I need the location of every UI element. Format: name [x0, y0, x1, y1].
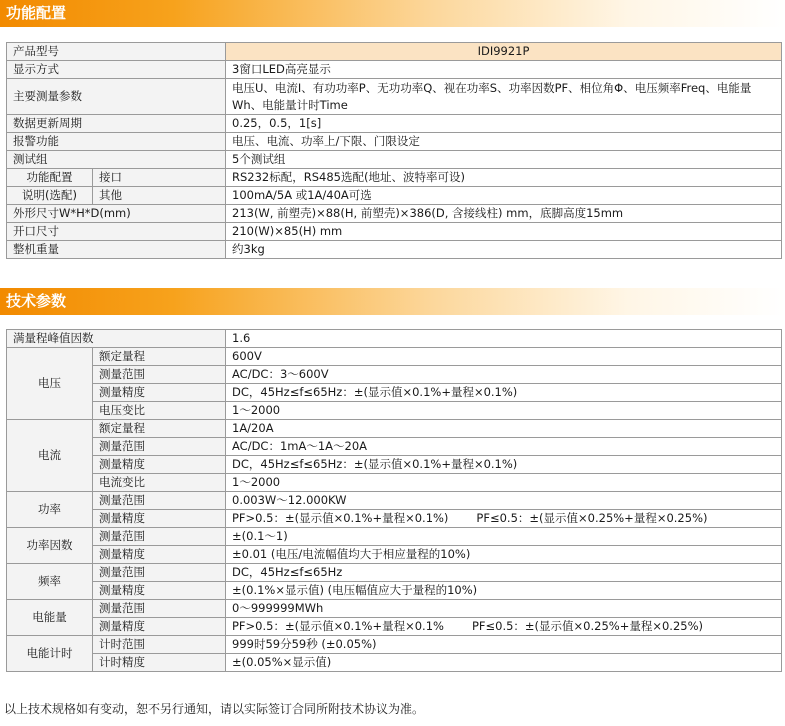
table-row	[7, 187, 782, 205]
config-label-2: 说明(选配)	[7, 187, 93, 205]
current-accuracy-name: 测量精度	[93, 456, 226, 474]
table-row	[7, 546, 782, 564]
freq-accuracy-value: ±(0.1%×显示值) (电压幅值应大于量程的10%)	[226, 582, 782, 600]
function-config-table	[6, 42, 782, 259]
crest-label: 满量程峰值因数	[7, 330, 226, 348]
current-accuracy-value: DC，45Hz≤f≤65Hz：±(显示值×0.1%+量程×0.1%)	[226, 456, 782, 474]
interface-value: RS232标配，RS485选配(地址、波特率可设)	[226, 169, 782, 187]
energy-label: 电能量	[7, 600, 93, 636]
table-row	[7, 420, 782, 438]
energy-range-name: 测量范围	[93, 600, 226, 618]
weight-value: 约3kg	[226, 241, 782, 259]
current-rated-value: 1A/20A	[226, 420, 782, 438]
voltage-rated-name: 额定量程	[93, 348, 226, 366]
pf-range-value: ±(0.1～1)	[226, 528, 782, 546]
current-label: 电流	[7, 420, 93, 492]
table-row	[7, 636, 782, 654]
alarm-label: 报警功能	[7, 133, 226, 151]
freq-range-value: DC，45Hz≤f≤65Hz	[226, 564, 782, 582]
refresh-value: 0.25，0.5，1[s]	[226, 115, 782, 133]
section-title-function: 功能配置	[6, 4, 67, 22]
freq-label: 频率	[7, 564, 93, 600]
table-row	[7, 43, 782, 61]
current-range-value: AC/DC：1mA～1A～20A	[226, 438, 782, 456]
testgroup-label: 测试组	[7, 151, 226, 169]
energy-accuracy-pf-low: PF≤0.5：±(显示值×0.25%+量程×0.25%)	[471, 619, 703, 633]
voltage-ratio-name: 电压变比	[93, 402, 226, 420]
params-label: 主要测量参数	[7, 79, 226, 115]
dims-label: 外形尺寸W*H*D(mm)	[7, 205, 226, 223]
freq-range-name: 测量范围	[93, 564, 226, 582]
opening-label: 开口尺寸	[7, 223, 226, 241]
table-row	[7, 438, 782, 456]
table-row	[7, 456, 782, 474]
pf-accuracy-value: ±0.01 (电压/电流幅值均大于相应量程的10%)	[226, 546, 782, 564]
params-value: 电压U、电流I、有功功率P、无功功率Q、视在功率S、功率因数PF、相位角Φ、电压频率Freq、电能量Wh、电能量计时Time	[226, 79, 782, 115]
voltage-range-name: 测量范围	[93, 366, 226, 384]
tech-spec-table	[6, 329, 782, 672]
energy-accuracy-name: 测量精度	[93, 618, 226, 636]
table-row	[7, 115, 782, 133]
power-label: 功率	[7, 492, 93, 528]
footnote: 以上技术规格如有变动，恕不另行通知，请以实际签订合同所附技术协议为准。	[4, 702, 425, 716]
table-row	[7, 600, 782, 618]
section-header-tech	[0, 288, 785, 315]
power-range-value: 0.003W～12.000KW	[226, 492, 782, 510]
power-accuracy-pf-high: PF>0.5：±(显示值×0.1%+量程×0.1%)	[232, 511, 449, 525]
timer-accuracy-name: 计时精度	[93, 654, 226, 672]
table-row	[7, 528, 782, 546]
table-row	[7, 582, 782, 600]
refresh-label: 数据更新周期	[7, 115, 226, 133]
energy-accuracy-pf-high: PF>0.5：±(显示值×0.1%+量程×0.1%	[232, 619, 444, 633]
timer-range-name: 计时范围	[93, 636, 226, 654]
opening-value: 210(W)×85(H) mm	[226, 223, 782, 241]
table-row	[7, 564, 782, 582]
table-row	[7, 205, 782, 223]
display-value: 3窗口LED高亮显示	[226, 61, 782, 79]
voltage-accuracy-value: DC，45Hz≤f≤65Hz：±(显示值×0.1%+量程×0.1%)	[226, 384, 782, 402]
table-row	[7, 223, 782, 241]
dims-value: 213(W, 前塑壳)×88(H, 前塑壳)×386(D, 含接线柱) mm，底脚高度15mm	[226, 205, 782, 223]
freq-accuracy-name: 测量精度	[93, 582, 226, 600]
table-row	[7, 366, 782, 384]
voltage-label: 电压	[7, 348, 93, 420]
table-row	[7, 618, 782, 636]
pf-range-name: 测量范围	[93, 528, 226, 546]
table-row	[7, 151, 782, 169]
table-row	[7, 330, 782, 348]
other-value: 100mA/5A 或1A/40A可选	[226, 187, 782, 205]
voltage-range-value: AC/DC：3～600V	[226, 366, 782, 384]
weight-label: 整机重量	[7, 241, 226, 259]
table-row	[7, 492, 782, 510]
table-row	[7, 654, 782, 672]
table-row	[7, 169, 782, 187]
current-ratio-name: 电流变比	[93, 474, 226, 492]
model-label: 产品型号	[7, 43, 226, 61]
current-rated-name: 额定量程	[93, 420, 226, 438]
table-row	[7, 241, 782, 259]
table-row	[7, 348, 782, 366]
power-range-name: 测量范围	[93, 492, 226, 510]
timer-range-value: 999时59分59秒 (±0.05%)	[226, 636, 782, 654]
table-row	[7, 133, 782, 151]
power-accuracy-value	[226, 510, 782, 528]
pf-accuracy-name: 测量精度	[93, 546, 226, 564]
table-row	[7, 510, 782, 528]
energy-accuracy-value	[226, 618, 782, 636]
current-ratio-value: 1～2000	[226, 474, 782, 492]
testgroup-value: 5个测试组	[226, 151, 782, 169]
other-label: 其他	[93, 187, 226, 205]
power-accuracy-name: 测量精度	[93, 510, 226, 528]
table-row	[7, 384, 782, 402]
table-row	[7, 79, 782, 115]
display-label: 显示方式	[7, 61, 226, 79]
voltage-accuracy-name: 测量精度	[93, 384, 226, 402]
crest-value: 1.6	[226, 330, 782, 348]
table-row	[7, 402, 782, 420]
model-value: IDI9921P	[226, 43, 782, 61]
config-label-1: 功能配置	[7, 169, 93, 187]
power-accuracy-pf-low: PF≤0.5：±(显示值×0.25%+量程×0.25%)	[476, 511, 708, 525]
voltage-ratio-value: 1～2000	[226, 402, 782, 420]
alarm-value: 电压、电流、功率上/下限、门限设定	[226, 133, 782, 151]
timer-label: 电能计时	[7, 636, 93, 672]
voltage-rated-value: 600V	[226, 348, 782, 366]
section-header-function	[0, 0, 785, 27]
table-row	[7, 61, 782, 79]
section-title-tech: 技术参数	[6, 292, 67, 310]
energy-range-value: 0～999999MWh	[226, 600, 782, 618]
pf-label: 功率因数	[7, 528, 93, 564]
interface-label: 接口	[93, 169, 226, 187]
current-range-name: 测量范围	[93, 438, 226, 456]
timer-accuracy-value: ±(0.05%×显示值)	[226, 654, 782, 672]
table-row	[7, 474, 782, 492]
